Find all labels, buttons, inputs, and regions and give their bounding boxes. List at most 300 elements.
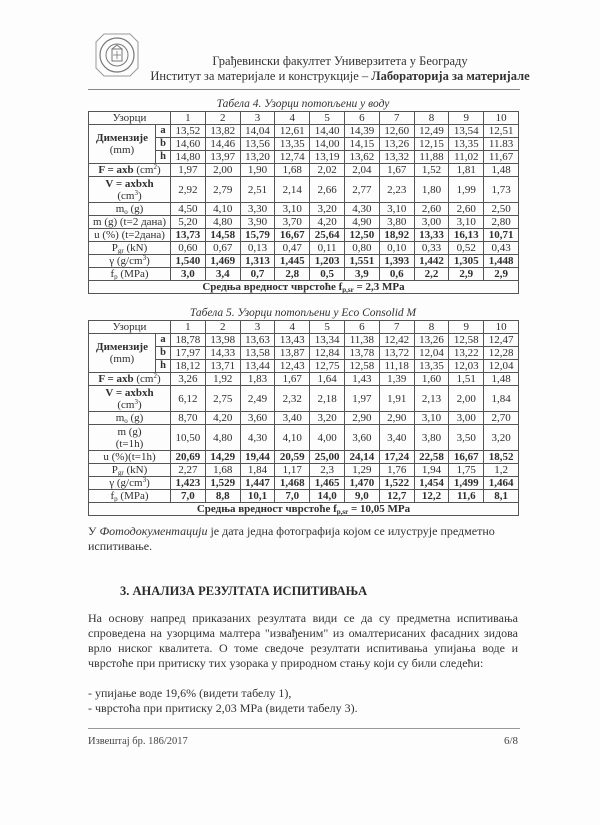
result-water-absorption: - упијање воде 19,6% (видети табелу 1), <box>88 686 292 700</box>
density-unit-close: ) <box>146 255 150 267</box>
cell-m0: 2,70 <box>484 412 519 425</box>
failure-load-unit: (kN) <box>123 464 148 476</box>
column-header: 3 <box>240 112 275 125</box>
cell-gamma: 1,464 <box>484 477 519 490</box>
cell-fp: 7,0 <box>275 490 310 503</box>
column-header: 9 <box>449 321 484 334</box>
dim-sub-label: h <box>156 360 171 373</box>
cell-F: 3,26 <box>171 373 206 386</box>
cell-b: 11.83 <box>484 138 519 151</box>
row-density <box>89 255 519 268</box>
average-strength-label: Средња вредност чврстоће f <box>196 503 337 515</box>
cell-fp: 10,1 <box>240 490 275 503</box>
cell-V: 1,73 <box>484 177 519 203</box>
cell-u: 18,52 <box>484 451 519 464</box>
cell-h: 11,02 <box>449 151 484 164</box>
table5-caption: Табела 5. Узорци потопљени у Eco Consolid M <box>189 307 417 319</box>
row-dry-mass <box>89 203 519 216</box>
area-unit-close: ) <box>156 373 161 385</box>
cell-P: 1,76 <box>379 464 414 477</box>
cell-a: 12,47 <box>484 334 519 347</box>
cell-u: 20,59 <box>275 451 310 464</box>
cell-gamma: 1,454 <box>414 477 449 490</box>
cell-h: 13,62 <box>345 151 380 164</box>
cell-gamma: 1,442 <box>414 255 449 268</box>
cell-m0: 4,10 <box>205 203 240 216</box>
cell-P: 1,17 <box>275 464 310 477</box>
cell-gamma: 1,469 <box>205 255 240 268</box>
dim-sub-label: a <box>156 125 171 138</box>
row-compressive-strength <box>89 268 519 281</box>
cell-gamma: 1,470 <box>345 477 380 490</box>
institute-name <box>150 69 530 84</box>
faculty-name: Грађевински факултет Универзитета у Београду <box>212 54 468 68</box>
dimensions-label <box>89 334 156 373</box>
cell-u: 12,50 <box>345 229 380 242</box>
strength-symbol: f <box>110 490 115 502</box>
cell-F: 2,02 <box>310 164 345 177</box>
cell-h: 13,71 <box>205 360 240 373</box>
cell-gamma: 1,313 <box>240 255 275 268</box>
cell-b: 13,26 <box>379 138 414 151</box>
cell-gamma: 1,305 <box>449 255 484 268</box>
cell-F: 1,51 <box>449 373 484 386</box>
failure-load-unit: (kN) <box>123 242 148 254</box>
column-header: 5 <box>310 321 345 334</box>
cell-u: 25,64 <box>310 229 345 242</box>
cell-h: 12,03 <box>449 360 484 373</box>
cell-b: 14,00 <box>310 138 345 151</box>
header-divider <box>88 89 520 90</box>
cell-m: 4,20 <box>310 216 345 229</box>
cell-P: 0,80 <box>345 242 380 255</box>
cell-gamma: 1,551 <box>345 255 380 268</box>
cell-fp: 0,5 <box>310 268 345 281</box>
cell-P: 0,52 <box>449 242 484 255</box>
cell-m0: 3,30 <box>240 203 275 216</box>
cell-m: 3,60 <box>345 425 380 451</box>
cell-a: 13,43 <box>275 334 310 347</box>
cell-b: 13,78 <box>345 347 380 360</box>
cell-m0: 2,90 <box>345 412 380 425</box>
spacer <box>88 671 520 686</box>
row-dry-mass <box>89 412 519 425</box>
dry-mass-symbol: m <box>115 203 125 215</box>
cell-F: 2,04 <box>345 164 380 177</box>
volume-unit-close: ) <box>137 189 142 202</box>
cell-u: 15,79 <box>240 229 275 242</box>
cell-m: 2,80 <box>484 216 519 229</box>
strength-label <box>89 490 171 503</box>
wet-mass-label: m (g) (t=2 дана) <box>89 216 171 229</box>
cell-V: 1,91 <box>379 386 414 412</box>
average-strength-value: = 10,05 MPa <box>348 503 411 515</box>
absorption-label: u (%)(t=1h) <box>89 451 171 464</box>
cell-F: 1,68 <box>275 164 310 177</box>
row-area <box>89 373 519 386</box>
row-failure-load <box>89 242 519 255</box>
cell-V: 2,92 <box>171 177 206 203</box>
cell-m0: 2,60 <box>414 203 449 216</box>
cell-a: 12,49 <box>414 125 449 138</box>
cell-P: 0,43 <box>484 242 519 255</box>
cell-V: 2,14 <box>275 177 310 203</box>
cell-m0: 3,60 <box>240 412 275 425</box>
failure-load-label <box>89 242 171 255</box>
cell-b: 17,97 <box>171 347 206 360</box>
cell-V: 1,97 <box>345 386 380 412</box>
cell-m0: 8,70 <box>171 412 206 425</box>
row-volume <box>89 386 519 412</box>
footer-row <box>88 729 520 748</box>
cell-b: 12,84 <box>310 347 345 360</box>
cell-b: 13,22 <box>449 347 484 360</box>
cell-P: 0,67 <box>205 242 240 255</box>
row-average-strength <box>89 281 519 294</box>
failure-load-subscript: gr <box>117 469 124 477</box>
column-header: 7 <box>379 321 414 334</box>
cell-P: 0,13 <box>240 242 275 255</box>
cell-gamma: 1,522 <box>379 477 414 490</box>
cell-m: 3,80 <box>379 216 414 229</box>
cell-u: 16,67 <box>275 229 310 242</box>
cell-h: 12,75 <box>310 360 345 373</box>
cell-b: 13,35 <box>275 138 310 151</box>
dimensions-unit: (mm) <box>109 353 135 365</box>
density-symbol: γ (g/cm <box>109 477 143 489</box>
cell-a: 12,51 <box>484 125 519 138</box>
average-strength-subscript: p,sr <box>336 508 349 516</box>
cell-V: 2,49 <box>240 386 275 412</box>
cell-fp: 3,9 <box>345 268 380 281</box>
row-compressive-strength <box>89 490 519 503</box>
row-wet-mass <box>89 216 519 229</box>
spacer <box>88 599 520 611</box>
failure-load-symbol: P <box>111 464 118 476</box>
cell-m: 3,10 <box>449 216 484 229</box>
cell-V: 2,18 <box>310 386 345 412</box>
column-header: 8 <box>414 321 449 334</box>
dim-sub-label: b <box>156 138 171 151</box>
header-row <box>89 112 519 125</box>
area-unit-close: ) <box>156 164 161 176</box>
row-dim-a <box>89 334 519 347</box>
cell-b: 14,15 <box>345 138 380 151</box>
cell-fp: 11,6 <box>449 490 484 503</box>
cell-u: 17,24 <box>379 451 414 464</box>
column-header: 10 <box>484 112 519 125</box>
cell-gamma: 1,447 <box>240 477 275 490</box>
cell-V: 2,79 <box>205 177 240 203</box>
institute-name-plain: Институт за материјале и конструкције – <box>150 69 372 83</box>
cell-m: 10,50 <box>171 425 206 451</box>
average-strength-subscript: p,sr <box>342 286 354 294</box>
column-header: 1 <box>171 321 206 334</box>
strength-label <box>89 268 171 281</box>
cell-fp: 8,8 <box>205 490 240 503</box>
cell-V: 1,99 <box>449 177 484 203</box>
cell-fp: 9,0 <box>345 490 380 503</box>
cell-P: 1,2 <box>484 464 519 477</box>
cell-b: 13,72 <box>379 347 414 360</box>
cell-m: 3,80 <box>414 425 449 451</box>
photo-documentation-reference: Фотодокументацији <box>99 524 208 538</box>
cell-V: 2,75 <box>205 386 240 412</box>
section-heading: 3. АНАЛИЗА РЕЗУЛТАТА ИСПИТИВАЊА <box>120 584 368 598</box>
spacer <box>88 554 520 584</box>
cell-u: 24,14 <box>345 451 380 464</box>
average-strength <box>89 503 519 516</box>
strength-unit: (MPa) <box>117 490 149 502</box>
density-label <box>89 477 171 490</box>
table5 <box>88 320 519 516</box>
cell-fp: 7,0 <box>171 490 206 503</box>
cell-F: 1,97 <box>171 164 206 177</box>
cell-a: 13,63 <box>240 334 275 347</box>
average-strength-label: Средња вредност чврстоће f <box>202 281 343 293</box>
cell-u: 18,92 <box>379 229 414 242</box>
analysis-paragraph: На основу напред приказаних резултата види се да су предметна испитивања спроведена на узорцима малтера "извађеним" из омалтерисаних фасадних зидова врло ниског квалитета. О томе сведоче резултати испитивања упијања воде и чврстоће при притиску тих узорака у природном стању који су били следећи: <box>88 611 518 670</box>
cell-P: 0,10 <box>379 242 414 255</box>
cell-fp: 3,0 <box>171 268 206 281</box>
dimensions-title: Димензије <box>96 341 148 353</box>
cell-a: 12,61 <box>275 125 310 138</box>
cell-h: 13,44 <box>240 360 275 373</box>
cell-a: 12,42 <box>379 334 414 347</box>
wet-mass-label <box>89 425 171 451</box>
cell-fp: 2,8 <box>275 268 310 281</box>
cell-b: 12,04 <box>414 347 449 360</box>
cell-gamma: 1,423 <box>171 477 206 490</box>
cell-b: 12,15 <box>414 138 449 151</box>
cell-h: 13,32 <box>379 151 414 164</box>
cell-V: 2,32 <box>275 386 310 412</box>
cell-a: 14,40 <box>310 125 345 138</box>
dry-mass-unit: (g) <box>127 412 144 424</box>
document-body <box>88 97 520 716</box>
cell-fp: 0,7 <box>240 268 275 281</box>
absorption-label: u (%) (t=2дана) <box>89 229 171 242</box>
column-header: 2 <box>205 112 240 125</box>
header-label: Узорци <box>89 112 171 125</box>
cell-h: 11,88 <box>414 151 449 164</box>
area-formula: F = axb <box>98 373 134 385</box>
cell-P: 0,47 <box>275 242 310 255</box>
report-number: Извештај бр. 186/2017 <box>88 736 188 747</box>
cell-u: 14,29 <box>205 451 240 464</box>
cell-gamma: 1,448 <box>484 255 519 268</box>
cell-m0: 3,20 <box>310 412 345 425</box>
cell-h: 12,04 <box>484 360 519 373</box>
cell-u: 13,33 <box>414 229 449 242</box>
cell-h: 13,19 <box>310 151 345 164</box>
row-wet-mass <box>89 425 519 451</box>
cell-h: 12,58 <box>345 360 380 373</box>
density-unit-exp: 3 <box>142 476 147 484</box>
university-seal-logo <box>92 30 142 80</box>
average-strength <box>89 281 519 294</box>
cell-V: 1,84 <box>484 386 519 412</box>
cell-P: 0,60 <box>171 242 206 255</box>
cell-h: 12,74 <box>275 151 310 164</box>
area-unit-exp: 2 <box>153 372 157 380</box>
cell-fp: 12,2 <box>414 490 449 503</box>
cell-a: 11,38 <box>345 334 380 347</box>
cell-m0: 3,10 <box>379 203 414 216</box>
dim-sub-label: a <box>156 334 171 347</box>
cell-gamma: 1,540 <box>171 255 206 268</box>
cell-F: 1,64 <box>310 373 345 386</box>
cell-gamma: 1,499 <box>449 477 484 490</box>
density-label <box>89 255 171 268</box>
cell-m0: 3,20 <box>310 203 345 216</box>
cell-b: 14,33 <box>205 347 240 360</box>
cell-F: 1,81 <box>449 164 484 177</box>
cell-h: 13,20 <box>240 151 275 164</box>
column-header: 8 <box>414 112 449 125</box>
cell-P: 2,27 <box>171 464 206 477</box>
cell-P: 1,94 <box>414 464 449 477</box>
cell-a: 13,26 <box>414 334 449 347</box>
cell-a: 13,52 <box>171 125 206 138</box>
cell-P: 1,68 <box>205 464 240 477</box>
cell-P: 2,3 <box>310 464 345 477</box>
column-header: 2 <box>205 321 240 334</box>
cell-m: 3,20 <box>484 425 519 451</box>
failure-load-symbol: P <box>111 242 118 254</box>
cell-fp: 0,6 <box>379 268 414 281</box>
cell-gamma: 1,203 <box>310 255 345 268</box>
cell-a: 12,58 <box>449 334 484 347</box>
column-header: 7 <box>379 112 414 125</box>
cell-b: 12,28 <box>484 347 519 360</box>
column-header: 10 <box>484 321 519 334</box>
cell-fp: 2,2 <box>414 268 449 281</box>
cell-F: 1,52 <box>414 164 449 177</box>
failure-load-label <box>89 464 171 477</box>
laboratory-name: Лабораторија за материјале <box>371 69 530 83</box>
row-failure-load <box>89 464 519 477</box>
cell-u: 16,13 <box>449 229 484 242</box>
cell-F: 1,48 <box>484 164 519 177</box>
row-density <box>89 477 519 490</box>
column-header: 6 <box>345 321 380 334</box>
cell-fp: 12,7 <box>379 490 414 503</box>
cell-h: 13,35 <box>414 360 449 373</box>
cell-F: 2,00 <box>205 164 240 177</box>
cell-m: 4,10 <box>275 425 310 451</box>
dry-mass-subscript: o <box>124 417 128 425</box>
cell-V: 2,66 <box>310 177 345 203</box>
cell-u: 13,73 <box>171 229 206 242</box>
cell-u: 14,58 <box>205 229 240 242</box>
volume-unit: (cm <box>117 398 135 411</box>
dry-mass-symbol: m <box>115 412 125 424</box>
cell-V: 2,77 <box>345 177 380 203</box>
cell-b: 13,87 <box>275 347 310 360</box>
cell-gamma: 1,465 <box>310 477 345 490</box>
cell-m0: 3,40 <box>275 412 310 425</box>
column-header: 5 <box>310 112 345 125</box>
cell-gamma: 1,468 <box>275 477 310 490</box>
cell-P: 1,29 <box>345 464 380 477</box>
header-row <box>89 321 519 334</box>
cell-P: 1,84 <box>240 464 275 477</box>
cell-h: 12,43 <box>275 360 310 373</box>
row-dim-a <box>89 125 519 138</box>
cell-F: 1,83 <box>240 373 275 386</box>
area-unit: (cm <box>133 164 154 176</box>
table4 <box>88 111 519 294</box>
cell-m: 4,80 <box>205 425 240 451</box>
result-compressive-strength: - чврстоћа при притиску 2,03 MPa (видети табелу 3). <box>88 701 358 715</box>
cell-a: 12,60 <box>379 125 414 138</box>
header-label: Узорци <box>89 321 171 334</box>
cell-m: 3,70 <box>275 216 310 229</box>
cell-a: 14,39 <box>345 125 380 138</box>
cell-u: 25,00 <box>310 451 345 464</box>
cell-F: 1,67 <box>379 164 414 177</box>
column-header: 6 <box>345 112 380 125</box>
cell-u: 16,67 <box>449 451 484 464</box>
wet-mass-label-line1: m (g) <box>117 425 142 438</box>
dry-mass-unit: (g) <box>127 203 144 215</box>
cell-u: 10,71 <box>484 229 519 242</box>
cell-m: 3,90 <box>240 216 275 229</box>
cell-fp: 8,1 <box>484 490 519 503</box>
cell-u: 20,69 <box>171 451 206 464</box>
volume-label <box>89 177 171 203</box>
dimensions-label <box>89 125 156 164</box>
cell-F: 1,43 <box>345 373 380 386</box>
cell-a: 13,34 <box>310 334 345 347</box>
cell-F: 1,39 <box>379 373 414 386</box>
cell-m0: 2,50 <box>484 203 519 216</box>
cell-h: 18,12 <box>171 360 206 373</box>
cell-V: 6,12 <box>171 386 206 412</box>
column-header: 1 <box>171 112 206 125</box>
strength-unit: (MPa) <box>117 268 149 280</box>
cell-V: 2,13 <box>414 386 449 412</box>
cell-F: 1,48 <box>484 373 519 386</box>
volume-formula: V = axbxh <box>105 386 154 399</box>
cell-h: 13,97 <box>205 151 240 164</box>
cell-h: 11,18 <box>379 360 414 373</box>
cell-u: 22,58 <box>414 451 449 464</box>
strength-symbol: f <box>110 268 115 280</box>
area-formula: F = axb <box>98 164 134 176</box>
cell-b: 14,60 <box>171 138 206 151</box>
cell-fp: 14,0 <box>310 490 345 503</box>
area-unit-exp: 2 <box>153 163 157 171</box>
cell-m: 3,40 <box>379 425 414 451</box>
cell-F: 1,90 <box>240 164 275 177</box>
volume-unit: (cm <box>117 189 135 202</box>
cell-P: 1,75 <box>449 464 484 477</box>
wet-mass-label-line2: (t=1h) <box>115 437 144 450</box>
cell-gamma: 1,529 <box>205 477 240 490</box>
photo-note-prefix: У <box>88 524 100 538</box>
photo-note-suffix: је дата једна фотографија којом се илуструје предметно испитивање. <box>88 524 495 553</box>
cell-b: 13,56 <box>240 138 275 151</box>
strength-subscript: p <box>114 273 118 281</box>
cell-P: 0,33 <box>414 242 449 255</box>
dim-sub-label: b <box>156 347 171 360</box>
dimensions-title: Димензије <box>96 132 148 144</box>
column-header: 9 <box>449 112 484 125</box>
cell-m: 3,50 <box>449 425 484 451</box>
cell-F: 1,92 <box>205 373 240 386</box>
